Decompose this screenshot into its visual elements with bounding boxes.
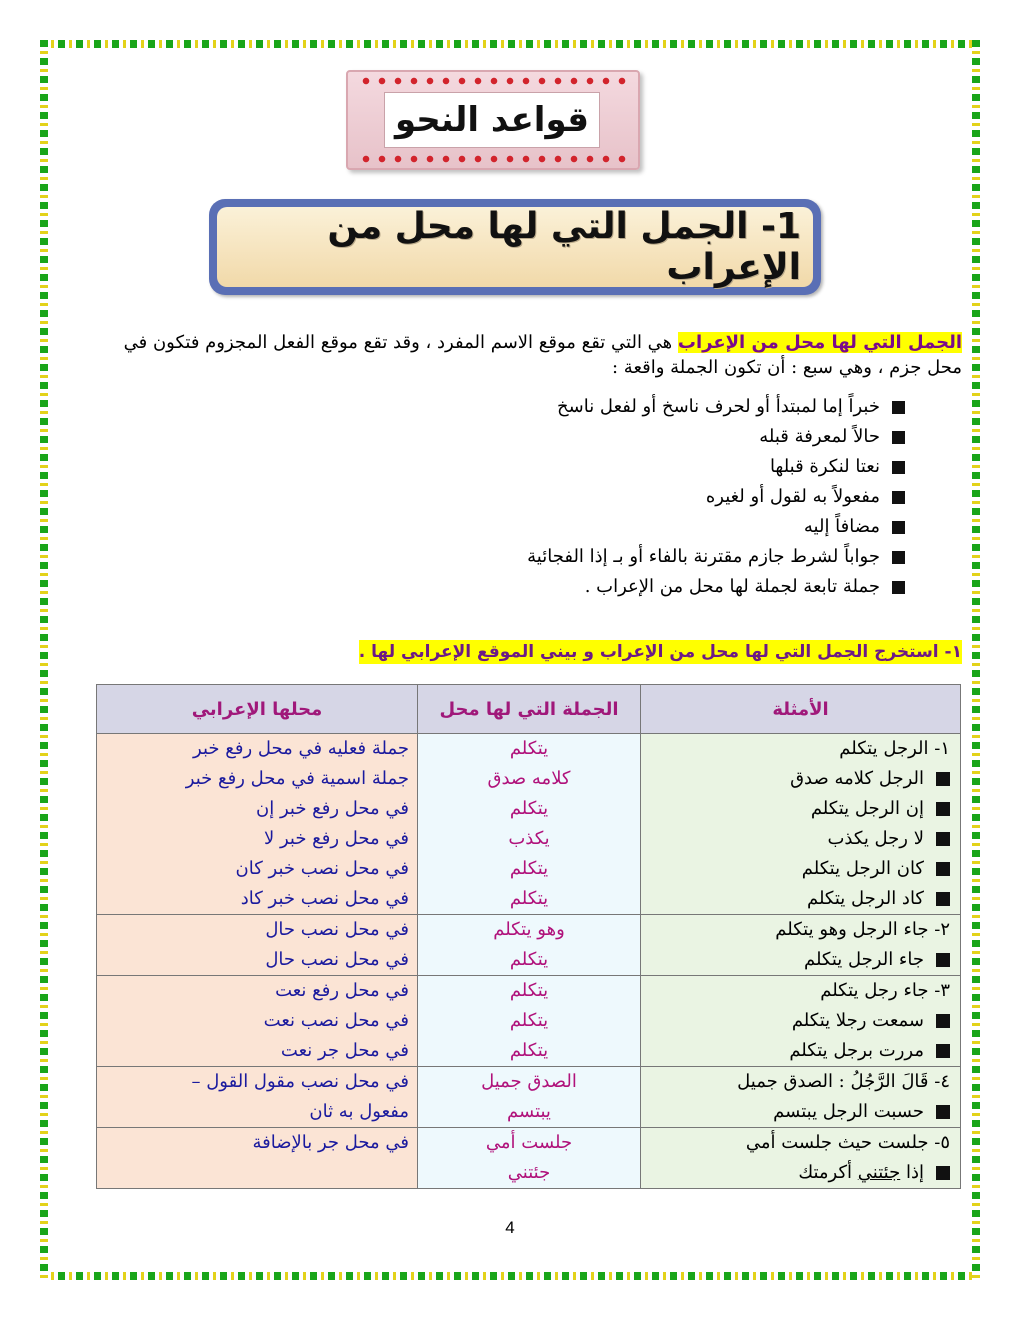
position-cell: جملة فعليه في محل رفع خبر جملة اسمية في محل رفع خبر في محل رفع خبر إن في محل رفع خبر لا في محل نصب خبر كان في محل نصب خبر كاد bbox=[97, 734, 418, 915]
square-bullet-icon bbox=[936, 953, 950, 967]
square-bullet-icon bbox=[936, 802, 950, 816]
examples-cell: ٤- قَالَ الرَّجُلُ : الصدق جميل حسبت الرجل يبتسم bbox=[641, 1067, 961, 1128]
sentence-cell: جلست أمي جئتني bbox=[418, 1128, 641, 1189]
square-bullet-icon bbox=[892, 461, 905, 474]
position-cell: في محل نصب حال في محل نصب حال bbox=[97, 915, 418, 976]
examples-cell: ١- الرجل يتكلم الرجل كلامه صدق إن الرجل يتكلم لا رجل يكذب كان الرجل يتكلم كاد الرجل يتكلم bbox=[641, 734, 961, 915]
table-row bbox=[97, 1128, 961, 1189]
cherry-decoration-icon bbox=[358, 76, 628, 86]
square-bullet-icon bbox=[936, 862, 950, 876]
position-cell: في محل رفع نعت في محل نصب نعت في محل جر نعت bbox=[97, 976, 418, 1067]
square-bullet-icon bbox=[936, 1105, 950, 1119]
table-row bbox=[97, 976, 961, 1067]
title-plaque bbox=[346, 70, 640, 170]
page-number: 4 bbox=[505, 1218, 515, 1237]
page-title: قواعد النحو bbox=[384, 92, 600, 148]
list-item: مضافاً إليه bbox=[300, 512, 905, 542]
page-border-left bbox=[40, 40, 48, 1280]
square-bullet-icon bbox=[936, 772, 950, 786]
header-sentence: الجملة التي لها محل bbox=[418, 685, 641, 734]
intro-text-line2: محل جزم ، وهي سبع : أن تكون الجملة واقعة : bbox=[612, 357, 962, 378]
examples-cell: ٣- جاء رجل يتكلم سمعت رجلا يتكلم مررت برجل يتكلم bbox=[641, 976, 961, 1067]
position-cell: في محل نصب مقول القول – مفعول به ثان bbox=[97, 1067, 418, 1128]
square-bullet-icon bbox=[892, 521, 905, 534]
section-heading: 1- الجمل التي لها محل من الإعراب bbox=[217, 207, 813, 287]
square-bullet-icon bbox=[892, 401, 905, 414]
square-bullet-icon bbox=[936, 892, 950, 906]
position-cell: في محل جر بالإضافة bbox=[97, 1128, 418, 1189]
list-item: جواباً لشرط جازم مقترنة بالفاء أو بـ إذا الفجائية bbox=[300, 542, 905, 572]
square-bullet-icon bbox=[892, 431, 905, 444]
table-row bbox=[97, 915, 961, 976]
square-bullet-icon bbox=[936, 832, 950, 846]
intro-highlight: الجمل التي لها محل من الإعراب bbox=[677, 332, 962, 353]
list-item: نعتا لنكرة قبلها bbox=[300, 452, 905, 482]
table-row bbox=[97, 1067, 961, 1128]
square-bullet-icon bbox=[936, 1014, 950, 1028]
intro-paragraph bbox=[70, 330, 962, 380]
page-border-bottom bbox=[40, 1272, 980, 1280]
square-bullet-icon bbox=[892, 551, 905, 564]
header-examples: الأمثلة bbox=[641, 685, 961, 734]
page-border-right bbox=[972, 40, 980, 1280]
page-border-top bbox=[40, 40, 980, 48]
square-bullet-icon bbox=[892, 491, 905, 504]
square-bullet-icon bbox=[892, 581, 905, 594]
examples-cell: ٥- جلست حيث جلست أمي إذا جئتني أكرمتك bbox=[641, 1128, 961, 1189]
table-row bbox=[97, 734, 961, 915]
section-heading-plaque bbox=[209, 199, 821, 295]
square-bullet-icon bbox=[936, 1166, 950, 1180]
intro-text-line1: هي التي تقع موقع الاسم المفرد ، وقد تقع موقع الفعل المجزوم فتكون في bbox=[123, 332, 678, 353]
list-item: خبراً إما لمبتدأ أو لحرف ناسخ أو لفعل ناسخ bbox=[300, 392, 905, 422]
sentence-cell: يتكلم كلامه صدق يتكلم يكذب يتكلم يتكلم bbox=[418, 734, 641, 915]
sentence-cell: الصدق جميل يبتسم bbox=[418, 1067, 641, 1128]
cherry-decoration-icon bbox=[358, 154, 628, 164]
square-bullet-icon bbox=[936, 1044, 950, 1058]
header-position: محلها الإعرابي bbox=[97, 685, 418, 734]
examples-table bbox=[96, 684, 961, 1189]
exercise-instruction: ١- استخرج الجمل التي لها محل من الإعراب و بيني الموقع الإعرابي لها . bbox=[358, 642, 962, 662]
list-item: جملة تابعة لجملة لها محل من الإعراب . bbox=[300, 572, 905, 602]
table-header-row bbox=[97, 685, 961, 734]
rule-list bbox=[300, 392, 905, 602]
examples-cell: ٢- جاء الرجل وهو يتكلم جاء الرجل يتكلم bbox=[641, 915, 961, 976]
sentence-cell: يتكلم يتكلم يتكلم bbox=[418, 976, 641, 1067]
sentence-cell: وهو يتكلم يتكلم bbox=[418, 915, 641, 976]
list-item: مفعولاً به لقول أو لغيره bbox=[300, 482, 905, 512]
list-item: حالاً لمعرفة قبله bbox=[300, 422, 905, 452]
